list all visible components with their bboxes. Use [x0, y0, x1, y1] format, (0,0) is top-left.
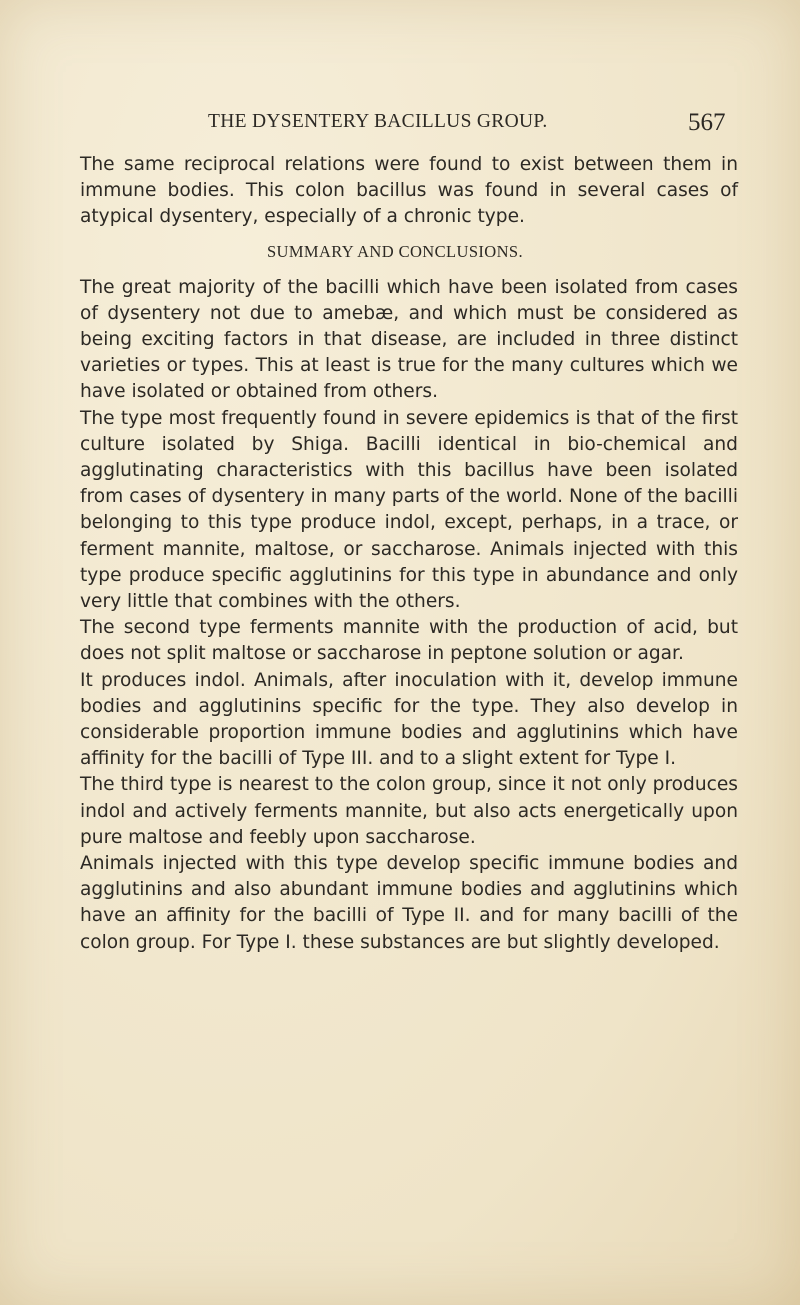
body-text — [80, 152, 738, 956]
paragraph-intro: The same reciprocal relations were found to exist between them in immune bodies. This colon bacillus was found in several cases of atypical dysentery, especially of a chronic type. — [80, 154, 738, 228]
paragraph-type-three: The third type is nearest to the colon group, since it not only produces indol and actively ferments mannite, but also acts energetically upon pure maltose and feebly upon saccharose. — [80, 774, 738, 848]
paragraph-type-two: The second type ferments mannite with the production of acid, but does not split maltose or saccharose in peptone solution or agar. — [80, 617, 738, 665]
page-number: 567 — [688, 109, 726, 136]
paragraph-type-two-cont: It produces indol. Animals, after inoculation with it, develop immune bodies and agglutinins specific for the type. They also develop in considerable proportion immune bodies and agglutinins which have affinity for the bacilli of Type III. and to a slight extent for Type I. — [80, 669, 738, 770]
section-heading: SUMMARY AND CONCLUSIONS. — [266, 241, 524, 261]
paragraph-type-three-cont: Animals injected with this type develop specific immune bodies and agglutinins and also abundant immune bodies and agglutinins which have an affinity for the bacilli of Type II. and for many bacilli of the colon group. For Type I. these substances are but slightly developed. — [80, 853, 738, 953]
running-head — [0, 111, 800, 141]
paragraph-type-one: The type most frequently found in severe epidemics is that of the first culture isolated by Shiga. Bacilli identical in bio-chemical and agglutinating characteristics with this bacillus have been isolated from cases of dysentery in many parts of the world. None of the bacilli belonging to this type produce indol, except, perhaps, in a trace, or ferment mannite, maltose, or saccharose. Animals injected with this type produce specific agglutinins for this type in abundance and only very little that combines with the others. — [80, 407, 738, 613]
running-title: THE DYSENTERY BACILLUS GROUP. — [208, 111, 548, 132]
paragraph-summary: The great majority of the bacilli which have been isolated from cases of dysentery not due to amebæ, and which must be considered as being exciting factors in that disease, are included in three distinct varieties or types. This at least is true for the many cultures which we have isolated or obtained from others. — [80, 276, 738, 403]
